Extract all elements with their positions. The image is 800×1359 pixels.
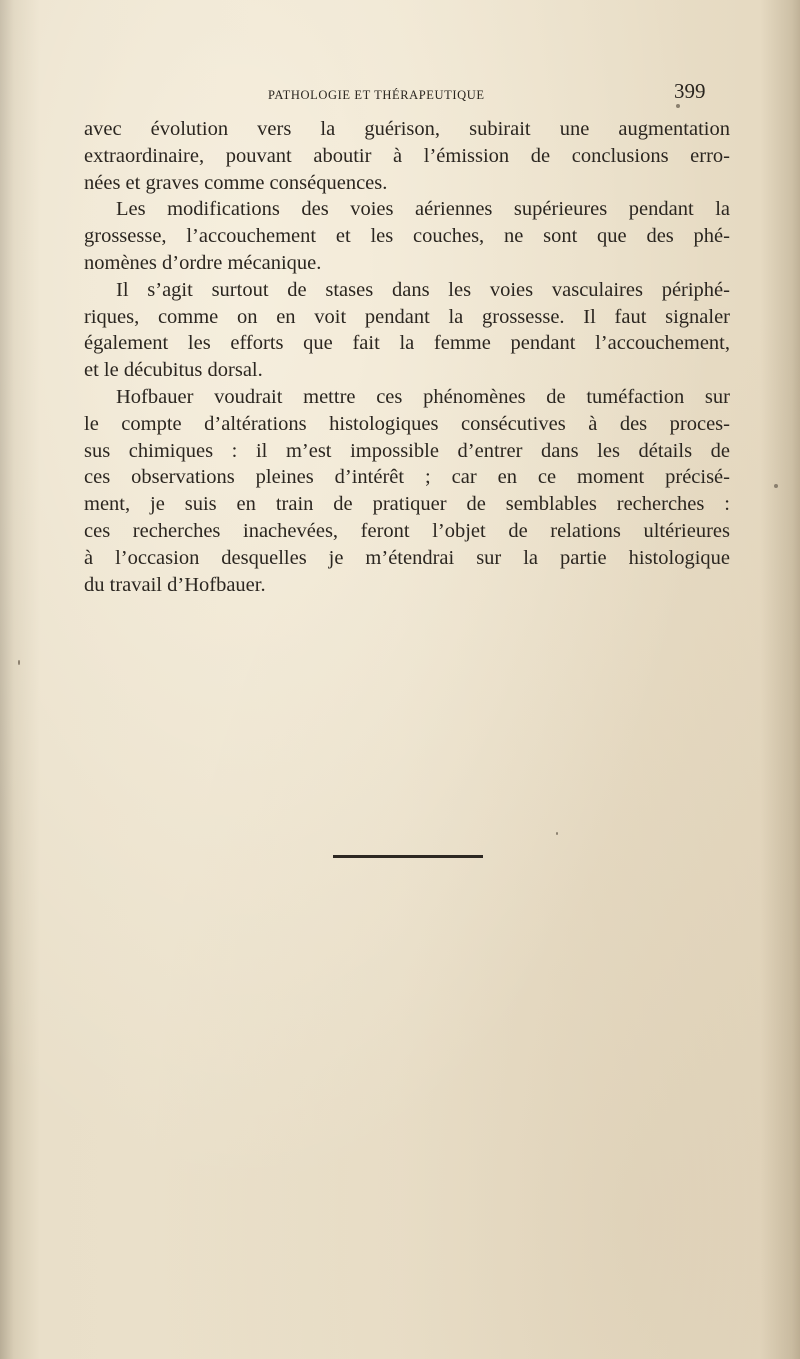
text-line: à l’occasion desquelles je m’étendrai sur la partie histologique: [84, 546, 730, 569]
text-line: extraordinaire, pouvant aboutir à l’émission de conclusions erro-: [84, 144, 730, 167]
text-line: ces observations pleines d’intérêt ; car en ce moment précisé-: [84, 466, 730, 489]
text-line: riques, comme on en voit pendant la grossesse. Il faut signaler: [84, 305, 730, 328]
text-line: et le décubitus dorsal.: [84, 359, 263, 382]
text-line: ment, je suis en train de pratiquer de semblables recherches :: [84, 493, 730, 516]
section-divider: [333, 855, 483, 858]
text-line: du travail d’Hofbauer.: [84, 573, 266, 596]
page-number: 399: [674, 79, 706, 103]
text-line: avec évolution vers la guérison, subirait une augmentation: [84, 118, 730, 140]
paper-speck: [18, 660, 20, 665]
text-line: Hofbauer voudrait mettre ces phénomènes de tuméfaction sur: [116, 385, 730, 408]
paper-speck: [676, 104, 680, 108]
text-line: ces recherches inachevées, feront l’objet de relations ultérieures: [84, 519, 730, 542]
body-text: [84, 116, 730, 598]
text-line: sus chimiques : il m’est impossible d’entrer dans les détails de: [84, 439, 730, 462]
running-title: PATHOLOGIE ET THÉRAPEUTIQUE: [268, 88, 485, 102]
text-line: nées et graves comme conséquences.: [84, 171, 388, 194]
text-line: grossesse, l’accouchement et les couches, ne sont que des phé-: [84, 225, 730, 248]
paper-speck: [556, 832, 558, 835]
page-header: [0, 78, 800, 108]
text-line: Les modifications des voies aériennes supérieures pendant la: [116, 198, 730, 221]
text-line: le compte d’altérations histologiques consécutives à des proces-: [84, 412, 730, 435]
text-line: également les efforts que fait la femme pendant l’accouchement,: [84, 332, 730, 355]
text-line: Il s’agit surtout de stases dans les voies vasculaires périphé-: [116, 278, 730, 301]
paper-speck: [774, 484, 778, 488]
text-line: nomènes d’ordre mécanique.: [84, 251, 322, 274]
